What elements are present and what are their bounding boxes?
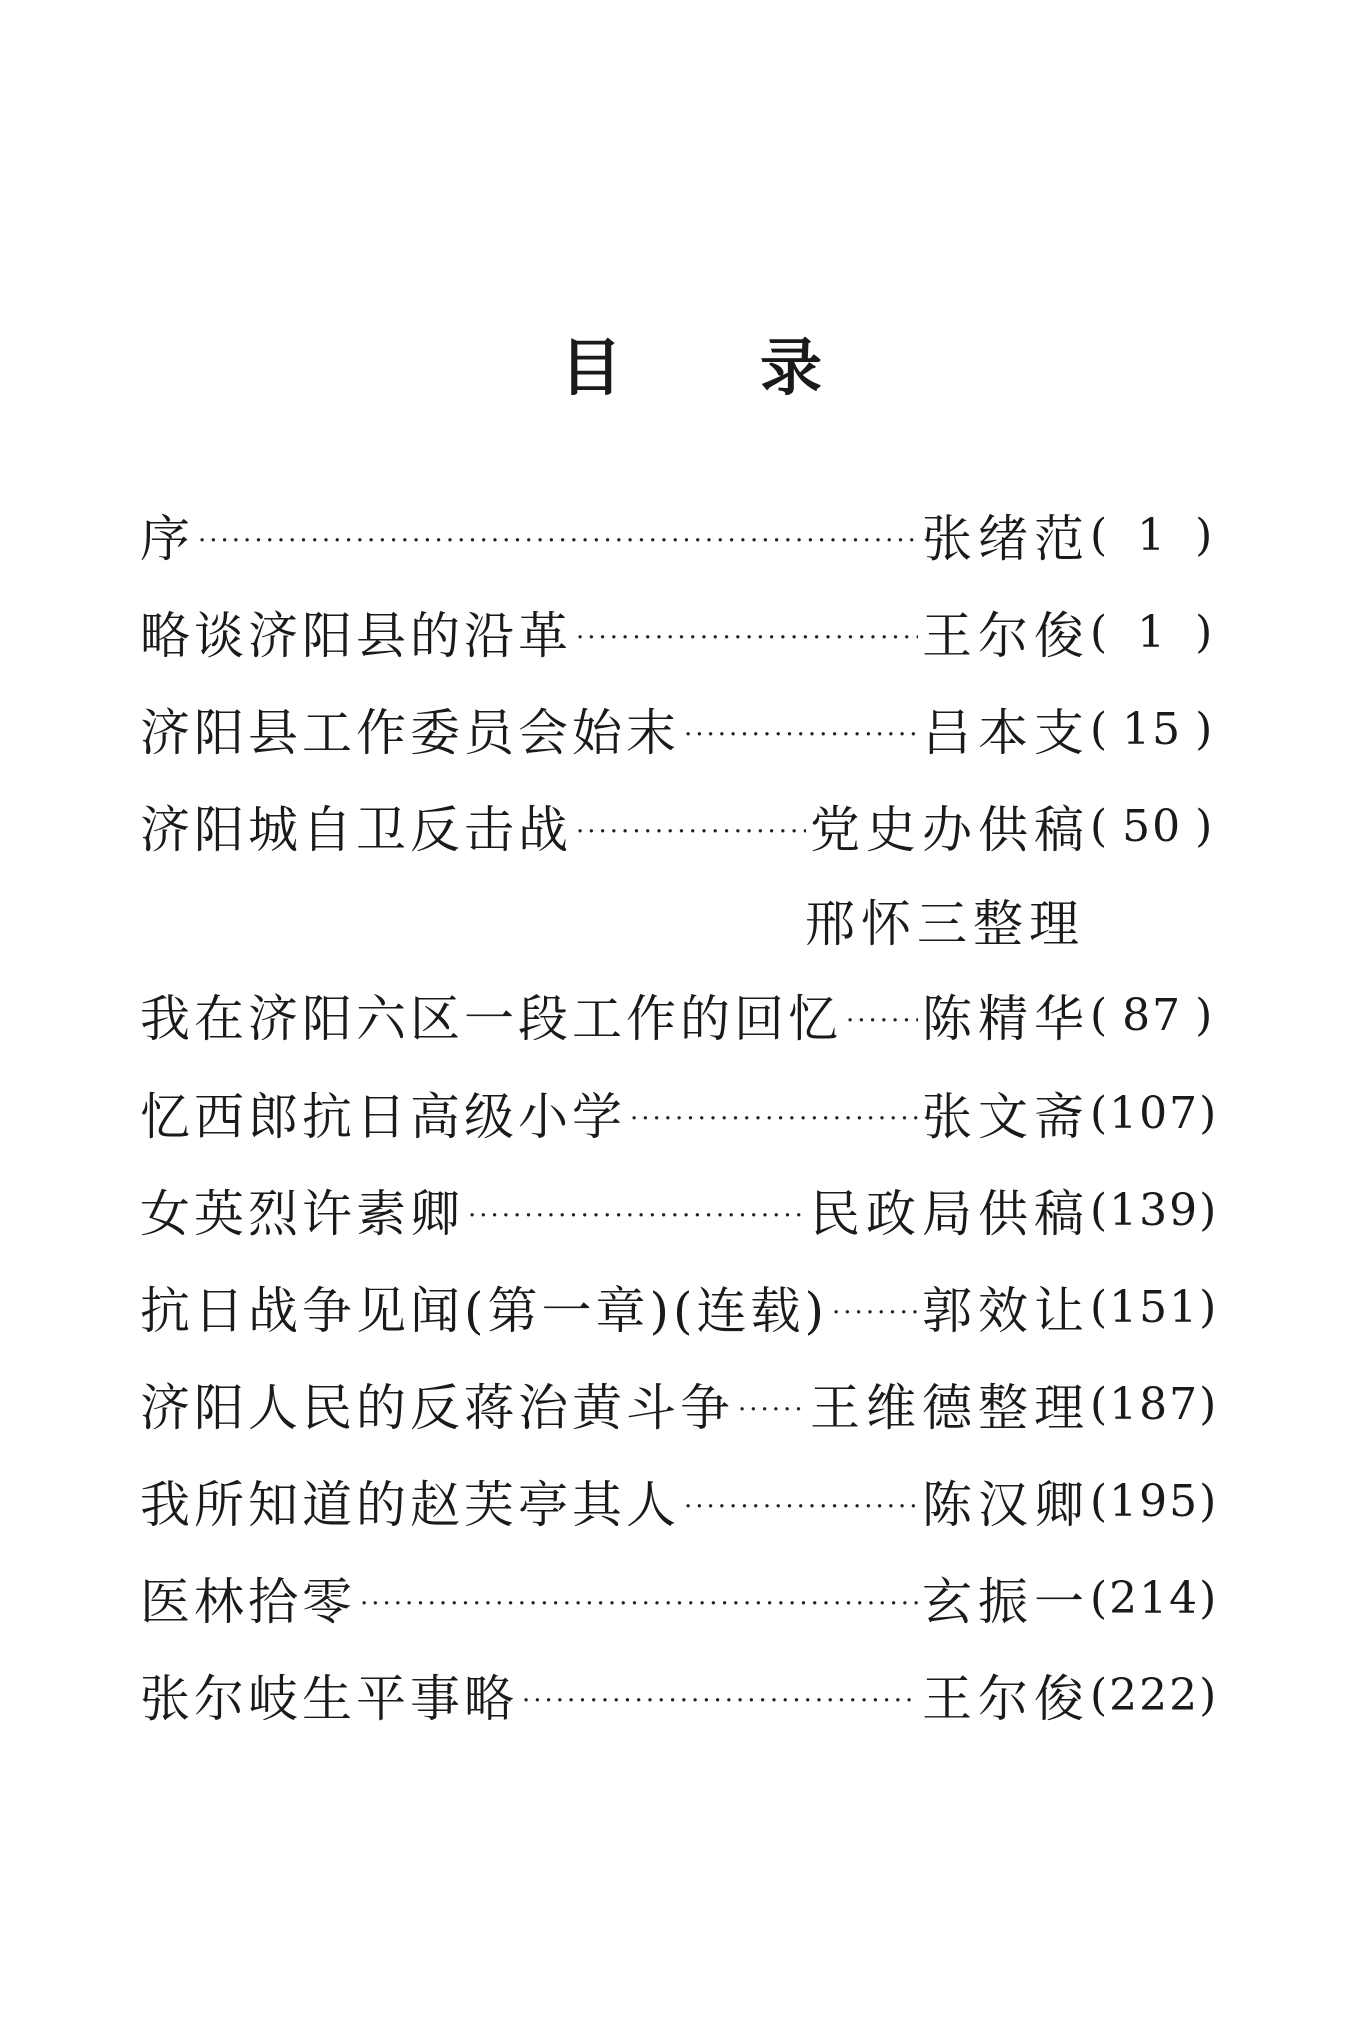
entry-author: 张绪范 <box>922 510 1090 568</box>
toc-entry[interactable] <box>140 1175 1240 1245</box>
leader-dots <box>522 1686 918 1716</box>
toc-entry[interactable] <box>140 1369 1240 1439</box>
leader-dots <box>468 1201 806 1231</box>
entry-author: 党史办供稿 <box>810 801 1090 859</box>
entry-page: ( 87 ) <box>1090 989 1215 1041</box>
entry-author: 陈汉卿 <box>922 1476 1090 1534</box>
entry-title: 女英烈许素卿 <box>140 1185 464 1243</box>
entry-page: (151) <box>1090 1281 1219 1333</box>
entry-page: (107) <box>1090 1087 1219 1139</box>
entry-page: ( 1 ) <box>1090 509 1215 561</box>
entry-author: 张文斋 <box>922 1088 1090 1146</box>
entry-title: 序 <box>140 510 194 568</box>
entry-title: 忆西郎抗日高级小学 <box>140 1088 626 1146</box>
toc-entry[interactable] <box>140 694 1240 764</box>
entry-title: 医林拾零 <box>140 1573 356 1631</box>
entry-author: 郭效让 <box>922 1282 1090 1340</box>
toc-entry[interactable] <box>140 980 1240 1050</box>
entry-author: 陈精华 <box>922 990 1090 1048</box>
entry-sub-author: 邢怀三整理 <box>805 895 1085 953</box>
leader-dots <box>198 526 918 556</box>
entry-page: (222) <box>1090 1669 1219 1721</box>
leader-dots <box>684 720 918 750</box>
toc-entry[interactable] <box>140 500 1240 570</box>
entry-title: 济阳县工作委员会始末 <box>140 704 680 762</box>
leader-dots <box>630 1104 918 1134</box>
toc-entry[interactable] <box>140 1466 1240 1536</box>
entry-title: 略谈济阳县的沿革 <box>140 607 572 665</box>
entry-title: 济阳城自卫反击战 <box>140 801 572 859</box>
entry-page: (139) <box>1090 1184 1219 1236</box>
entry-title: 张尔岐生平事略 <box>140 1670 518 1728</box>
leader-dots <box>576 623 918 653</box>
entry-page: ( 50 ) <box>1090 800 1215 852</box>
toc-entry[interactable] <box>140 597 1240 667</box>
title-char-2: 录 <box>760 331 823 404</box>
entry-author: 玄振一 <box>922 1573 1090 1631</box>
entry-page: (214) <box>1090 1572 1219 1624</box>
toc-entry[interactable] <box>140 1272 1240 1342</box>
toc-entry[interactable] <box>140 1660 1240 1730</box>
entry-title: 我在济阳六区一段工作的回忆 <box>140 990 842 1048</box>
toc-entry[interactable] <box>140 791 1240 861</box>
leader-dots <box>684 1492 918 1522</box>
leader-dots <box>832 1298 918 1328</box>
entry-title: 济阳人民的反蒋治黄斗争 <box>140 1379 734 1437</box>
toc-entry[interactable] <box>140 1563 1240 1633</box>
entry-author: 民政局供稿 <box>810 1185 1090 1243</box>
entry-author: 吕本支 <box>922 704 1090 762</box>
entry-author: 王尔俊 <box>922 607 1090 665</box>
entry-page: ( 15 ) <box>1090 703 1215 755</box>
leader-dots <box>360 1589 918 1619</box>
entry-page: ( 1 ) <box>1090 606 1215 658</box>
entry-page: (195) <box>1090 1475 1219 1527</box>
leader-dots <box>576 817 806 847</box>
entry-title: 我所知道的赵芙亭其人 <box>140 1476 680 1534</box>
entry-author: 王尔俊 <box>922 1670 1090 1728</box>
leader-dots <box>846 1006 918 1036</box>
entry-author: 王维德整理 <box>810 1379 1090 1437</box>
toc-entry[interactable] <box>140 1078 1240 1148</box>
entry-page: (187) <box>1090 1378 1219 1430</box>
entry-title: 抗日战争见闻(第一章)(连载) <box>140 1282 829 1340</box>
leader-dots <box>738 1395 806 1425</box>
title-char-1: 目 <box>560 331 623 404</box>
